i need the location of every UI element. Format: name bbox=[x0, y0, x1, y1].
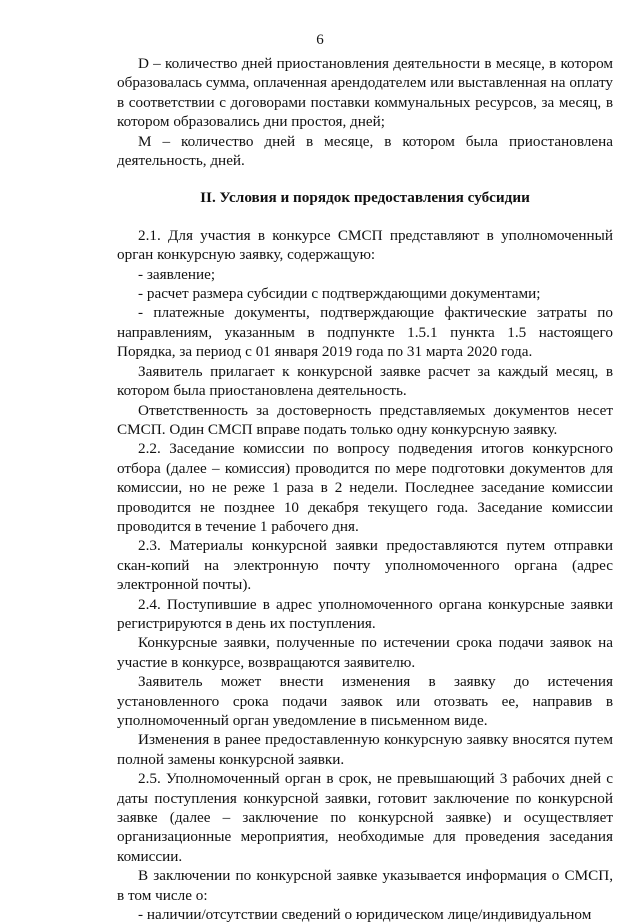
paragraph: 2.2. Заседание комиссии по вопросу подведения итогов конкурсного отбора (далее – комиссия) проводится по мере подготовки документов для комиссии, но не реже 1 раза в 2 недели. Последнее заседание комиссии проводится не позднее 10 декабря текущего года. Заседание комиссии проводится в течение 1 рабочего дня. bbox=[117, 440, 613, 535]
page-number: 6 bbox=[316, 32, 324, 48]
section-heading: II. Условия и порядок предоставления субсидии bbox=[200, 189, 530, 207]
paragraph: Заявитель может внести изменения в заявку до истечения установленного срока подачи заявок или отозвать ее, направив в уполномоченный орган уведомление в письменном виде. bbox=[117, 673, 613, 729]
paragraph: - наличии/отсутствии сведений о юридическом лице/индивидуальном bbox=[138, 906, 592, 924]
paragraph: Изменения в ранее предоставленную конкурсную заявку вносятся путем полной замены конкурсной заявки. bbox=[117, 731, 613, 768]
paragraph: - расчет размера субсидии с подтверждающими документами; bbox=[138, 285, 541, 303]
document-body bbox=[117, 54, 613, 924]
paragraph: D – количество дней приостановления деятельности в месяце, в котором образовалась сумма, оплаченная арендодателем или выставленная на оплату в соответствии с договорами поставки коммунальных ресурсов, за месяц, в котором образовались дни простоя, дней; bbox=[117, 55, 613, 131]
paragraph: 2.5. Уполномоченный орган в срок, не превышающий 3 рабочих дней с даты поступления конкурсной заявки, готовит заключение по конкурсной заявке (далее – заключение по конкурсной заявке) и осуществляет организационные мероприятия, необходимые для проведения заседания комиссии. bbox=[117, 770, 613, 865]
paragraph: - платежные документы, подтверждающие фактические затраты по направлениям, указанным в подпункте 1.5.1 пункта 1.5 настоящего Порядка, за период с 01 января 2019 года по 31 марта 2020 года. bbox=[117, 304, 613, 361]
paragraph: - заявление; bbox=[138, 265, 216, 283]
paragraph: Заявитель прилагает к конкурсной заявке расчет за каждый месяц, в котором была приостановлена деятельность. bbox=[117, 362, 613, 400]
paragraph: M – количество дней в месяце, в котором была приостановлена деятельность, дней. bbox=[117, 132, 613, 170]
paragraph: 2.1. Для участия в конкурсе СМСП представляют в уполномоченный орган конкурсную заявку, содержащую: bbox=[117, 226, 613, 264]
paragraph: 2.4. Поступившие в адрес уполномоченного органа конкурсные заявки регистрируются в день их поступления. bbox=[117, 595, 613, 632]
paragraph: 2.3. Материалы конкурсной заявки предоставляются путем отправки скан-копий на электронную почту уполномоченного органа (адрес электронной почты). bbox=[117, 537, 613, 594]
paragraph: В заключении по конкурсной заявке указывается информация о СМСП, в том числе о: bbox=[117, 867, 613, 904]
paragraph: Ответственность за достоверность представляемых документов несет СМСП. Один СМСП вправе подать только одну конкурсную заявку. bbox=[117, 401, 613, 438]
paragraph: Конкурсные заявки, полученные по истечении срока подачи заявок на участие в конкурсе, возвращаются заявителю. bbox=[117, 634, 613, 671]
